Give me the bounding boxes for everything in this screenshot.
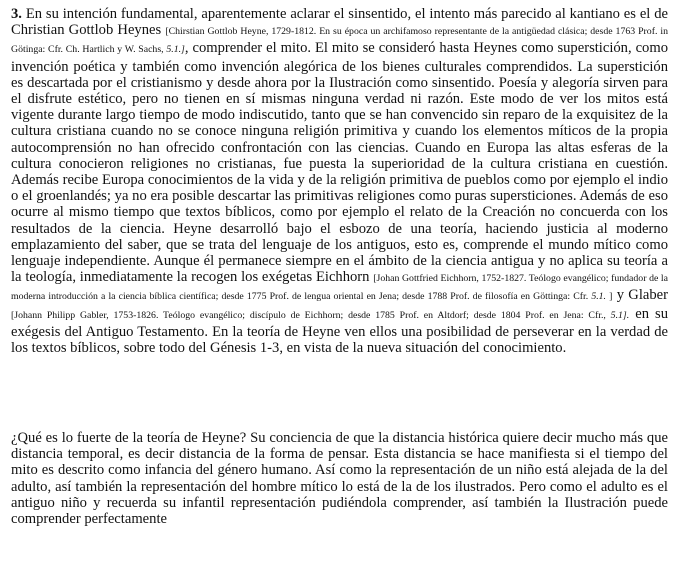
inline-note-eichhorn: [Johan Gottfried Eichhorn, 1752-1827. Teólogo evangélico; fundador de la moderna introducción a la ciencia bíblica científica; desde 1775 Prof. de lengua oriental en Jena; desde 1788 Prof. de filosofía en Göttinga: Cfr. <box>11 273 668 303</box>
paragraph-3 <box>11 6 668 356</box>
body-text: en su exégesis del Antiguo Testamento. En la teoría de Heyne ven ellos una posibilidad de perseverar en la verdad de los textos bíblicos, sobre todo del Génesis 1-3, en vista de la nueva situación del conocimiento. <box>11 305 668 357</box>
inline-note-gabler-ref: 5.1]. <box>610 309 630 321</box>
inline-note-heyne-ref: 5.1.] <box>166 44 185 56</box>
body-text: y Glaber <box>612 287 668 304</box>
body-text: ¿Qué es lo fuerte de la teoría de Heyne? Su conciencia de que la distancia histórica quiere decir mucho más que distancia temporal, es decir distancia de la forma de pensar. Esta distancia se hace manifiesta si el tiempo del mito es descrito como infancia del género humano. Así como la representación de un niño está alejada de la del adulto, así también la representación del hombre mítico lo está de la de los ilustrados. Pero como el adulto es el antiguo niño y recuerda su infantil representación pudiéndola comprender, así también la Ilustración puede comprender perfectamente <box>11 430 668 528</box>
body-text: , comprender el mito. El mito se consideró hasta Heynes como superstición, como invención poética y también como invención alegórica de los bienes culturales comprendidos. La superstición es descartada por el cristianismo y desde ahora por la Ilustración como sinsentido. Poesía y alegoría sirven para el disfrute estético, pero no tienen en sí mismas ninguna verdad ni razón. Este modo de ver los mitos está vigente durante largo tiempo de modo indiscutido, tanto que se han convencido sin reparo de la exquisitez de la cultura cristiana cuando no se conoce ninguna religión primitiva y cuando los elementos míticos de la propia autocomprensión no han ofrecido confrontación con las ciencias. Cuando en Europa las altas esferas de la cultura conocieron religiones no cristianas, fue puesta la superioridad de la cultura cristiana en cuestión. Además recibe Europa conocimientos de la vida y de la religión primitiva de pueblos como por ejemplo el indio o el groenlandés; ya no era posible descartar las primitivas religiones como puras supersticiones. Además de eso ocurre al mismo tiempo que textos bíblicos, como por ejemplo el relato de la Creación no concuerda con los resultados de la ciencia. Heyne desarrolló bajo el esbozo de una teoría, haciendo justicia al moderno emplazamiento del saber, que se trata del lenguaje de los antiguos, esto es, comprende el mundo mítico como lenguaje independiente. Aunque él permanece siempre en el ámbito de la ciencia antigua y no aplica su teoría a la teología, inmediatamente la recogen los exégetas Eichhorn <box>11 40 669 286</box>
paragraph-number: 3. <box>11 6 22 22</box>
inline-note-heyne: [Chirstian Gottlob Heyne, 1729-1812. En su época un archifamoso representante de la antigüedad clásica; desde 1763 Prof. in Götinga: Cfr. Ch. Hartlich y W. Sachs, <box>11 26 668 56</box>
inline-note-gabler: [Johann Philipp Gabler, 1753-1826. Teólogo evangélico; discípulo de Eichhorn; desde 1785 Prof. en Altdorf; desde 1804 Prof. en Jena: Cfr., <box>11 309 611 321</box>
body-text: En su intención fundamental, aparentemente aclarar el sinsentido, el intento más parecido al kantiano es el de Christian Gottlob Heynes <box>11 6 668 39</box>
inline-note-eichhorn-ref: 5.1. <box>591 291 607 303</box>
inline-note-eichhorn-end: ] <box>606 291 613 303</box>
paragraph-heyne-question <box>11 430 668 527</box>
